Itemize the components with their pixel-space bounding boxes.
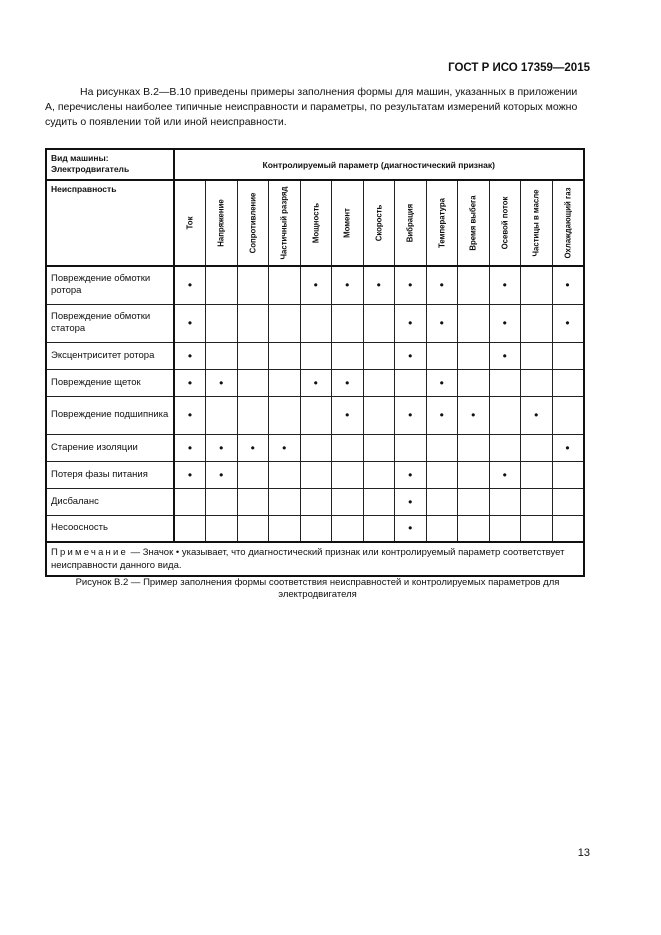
mark-cell [237, 488, 269, 515]
mark-bullet: • [313, 375, 318, 390]
parameter-header [458, 180, 490, 266]
mark-cell [395, 369, 427, 396]
mark-cell [363, 266, 395, 304]
mark-cell [237, 304, 269, 342]
fault-parameter-table [45, 148, 585, 577]
mark-cell [269, 304, 301, 342]
mark-bullet: • [219, 375, 224, 390]
figure-caption: Рисунок В.2 — Пример заполнения формы соответствия неисправностей и контролируемых параметров для электродвигателя [75, 577, 560, 600]
mark-bullet: • [187, 316, 193, 330]
parameter-header [395, 180, 427, 266]
mark-cell [206, 304, 238, 342]
mark-cell [363, 342, 395, 369]
mark-cell [489, 396, 521, 434]
fault-name: Несоосность [46, 515, 174, 542]
mark-cell [237, 434, 269, 461]
mark-cell [458, 396, 490, 434]
mark-cell [458, 304, 490, 342]
mark-cell [363, 304, 395, 342]
mark-cell [552, 304, 584, 342]
mark-cell [300, 396, 332, 434]
parameter-label: Вибрация [405, 203, 415, 243]
mark-cell [363, 369, 395, 396]
table-header-row-parameters [46, 180, 584, 266]
mark-cell [489, 488, 521, 515]
mark-cell [395, 396, 427, 434]
mark-bullet: • [345, 375, 350, 390]
mark-cell [332, 369, 364, 396]
mark-cell [332, 304, 364, 342]
mark-cell [552, 369, 584, 396]
mark-cell [332, 488, 364, 515]
mark-cell [395, 515, 427, 542]
parameter-header [521, 180, 553, 266]
mark-cell [174, 434, 206, 461]
mark-cell [300, 461, 332, 488]
mark-cell [174, 342, 206, 369]
mark-cell [489, 369, 521, 396]
mark-cell [552, 488, 584, 515]
table-note-row [46, 542, 584, 576]
parameter-header [300, 180, 332, 266]
parameter-label: Время выбега [468, 195, 478, 251]
parameter-label: Мощность [311, 202, 321, 244]
parameter-group-header: Контролируемый параметр (диагностический признак) [174, 149, 584, 180]
fault-name: Повреждение обмотки статора [46, 304, 174, 342]
mark-bullet: • [187, 467, 193, 482]
mark-cell [269, 434, 301, 461]
mark-cell [237, 342, 269, 369]
table-row [46, 434, 584, 461]
table-note [46, 542, 584, 576]
parameter-header [174, 180, 206, 266]
mark-cell [174, 461, 206, 488]
mark-cell [521, 304, 553, 342]
mark-cell [521, 488, 553, 515]
mark-bullet: • [313, 278, 318, 293]
parameter-label: Момент [342, 208, 352, 238]
mark-cell [395, 266, 427, 304]
mark-cell [395, 304, 427, 342]
mark-cell [332, 266, 364, 304]
parameter-header [206, 180, 238, 266]
intro-paragraph: На рисунках В.2—В.10 приведены примеры заполнения формы для машин, указанных в приложении А, перечислены наиболее типичные неисправности и параметры, по результатам измерений которых можно судить о появлении той или иной неисправности. [45, 86, 578, 128]
mark-bullet: • [187, 408, 193, 422]
mark-cell [300, 304, 332, 342]
mark-bullet: • [250, 440, 255, 455]
parameter-label: Частичный разряд [279, 186, 289, 260]
mark-cell [395, 342, 427, 369]
mark-cell [206, 515, 238, 542]
parameter-header [363, 180, 395, 266]
mark-bullet: • [408, 316, 413, 330]
mark-bullet: • [376, 278, 381, 293]
mark-bullet: • [439, 316, 444, 330]
mark-cell [332, 461, 364, 488]
mark-cell [300, 342, 332, 369]
parameter-header [269, 180, 301, 266]
mark-cell [174, 396, 206, 434]
parameter-label: Температура [437, 198, 447, 248]
machine-type-label: Вид машины: [51, 153, 109, 163]
mark-cell [395, 434, 427, 461]
parameter-label: Скорость [374, 204, 384, 242]
parameter-label: Частицы в масле [531, 189, 541, 257]
parameter-header [237, 180, 269, 266]
mark-bullet: • [502, 348, 507, 363]
parameter-header [489, 180, 521, 266]
table-row [46, 304, 584, 342]
mark-bullet: • [502, 316, 507, 330]
mark-cell [332, 434, 364, 461]
mark-bullet: • [502, 278, 507, 293]
mark-cell [206, 266, 238, 304]
parameter-header [552, 180, 584, 266]
mark-cell [458, 266, 490, 304]
mark-bullet: • [345, 408, 350, 422]
table-header-row-machine [46, 149, 584, 180]
mark-cell [552, 461, 584, 488]
mark-cell [521, 369, 553, 396]
mark-cell [426, 396, 458, 434]
mark-cell [489, 342, 521, 369]
mark-cell [395, 461, 427, 488]
mark-cell [489, 304, 521, 342]
mark-cell [426, 488, 458, 515]
table-row [46, 488, 584, 515]
parameter-label: Напряжение [216, 199, 226, 247]
mark-bullet: • [502, 467, 507, 482]
table-row [46, 396, 584, 434]
mark-cell [332, 396, 364, 434]
parameter-header [426, 180, 458, 266]
mark-cell [458, 488, 490, 515]
parameter-label: Охлаждающий газ [563, 187, 573, 259]
mark-cell [237, 461, 269, 488]
mark-cell [206, 488, 238, 515]
mark-cell [552, 266, 584, 304]
mark-cell [174, 304, 206, 342]
mark-bullet: • [408, 278, 413, 293]
mark-cell [426, 461, 458, 488]
parameter-header [332, 180, 364, 266]
mark-cell [458, 461, 490, 488]
mark-cell [363, 515, 395, 542]
mark-cell [269, 515, 301, 542]
mark-cell [458, 515, 490, 542]
mark-cell [426, 515, 458, 542]
machine-type-value: Электродвигатель [51, 164, 130, 174]
table-row [46, 342, 584, 369]
table-row [46, 369, 584, 396]
mark-cell [300, 515, 332, 542]
fault-name: Повреждение подшипника [46, 396, 174, 434]
mark-bullet: • [187, 375, 193, 390]
fault-name: Повреждение щеток [46, 369, 174, 396]
mark-cell [521, 396, 553, 434]
fault-name: Дисбаланс [46, 488, 174, 515]
mark-bullet: • [439, 375, 444, 390]
mark-bullet: • [408, 521, 413, 536]
mark-bullet: • [408, 348, 413, 363]
mark-cell [489, 515, 521, 542]
mark-cell [269, 396, 301, 434]
mark-bullet: • [534, 408, 539, 422]
mark-cell [363, 434, 395, 461]
mark-cell [426, 342, 458, 369]
page-number: 13 [577, 847, 590, 859]
mark-cell [237, 369, 269, 396]
parameter-label: Сопротивление [248, 192, 258, 254]
mark-cell [300, 434, 332, 461]
mark-cell [489, 266, 521, 304]
mark-cell [363, 488, 395, 515]
fault-name: Старение изоляции [46, 434, 174, 461]
mark-cell [269, 369, 301, 396]
mark-cell [206, 434, 238, 461]
note-text: — Значок • указывает, что диагностический признак или контролируемый параметр соответствует неисправности данного вида. [51, 547, 565, 571]
mark-cell [552, 434, 584, 461]
mark-cell [552, 515, 584, 542]
mark-cell [206, 342, 238, 369]
mark-cell [363, 396, 395, 434]
parameter-label: Ток [185, 216, 195, 230]
mark-bullet: • [219, 440, 224, 455]
mark-cell [489, 434, 521, 461]
mark-bullet: • [408, 408, 413, 422]
note-label: Примечание [51, 547, 128, 558]
mark-cell [426, 304, 458, 342]
mark-cell [552, 396, 584, 434]
parameter-label: Осевой поток [500, 196, 510, 250]
mark-cell [426, 434, 458, 461]
mark-bullet: • [565, 440, 570, 455]
mark-cell [300, 266, 332, 304]
mark-cell [269, 461, 301, 488]
mark-cell [174, 266, 206, 304]
fault-name: Эксцентриситет ротора [46, 342, 174, 369]
table-row [46, 461, 584, 488]
mark-cell [237, 396, 269, 434]
mark-cell [426, 369, 458, 396]
mark-bullet: • [408, 467, 413, 482]
fault-name: Потеря фазы питания [46, 461, 174, 488]
mark-cell [206, 396, 238, 434]
mark-cell [206, 461, 238, 488]
mark-cell [269, 488, 301, 515]
fault-name: Повреждение обмотки ротора [46, 266, 174, 304]
mark-bullet: • [565, 316, 570, 330]
mark-cell [206, 369, 238, 396]
mark-bullet: • [187, 348, 193, 363]
mark-bullet: • [439, 408, 444, 422]
mark-bullet: • [219, 467, 224, 482]
mark-cell [521, 434, 553, 461]
mark-cell [458, 434, 490, 461]
mark-bullet: • [408, 494, 413, 509]
document-standard-header: ГОСТ Р ИСО 17359—2015 [448, 62, 590, 74]
mark-bullet: • [439, 278, 444, 293]
mark-cell [332, 515, 364, 542]
mark-bullet: • [345, 278, 350, 293]
mark-cell [237, 266, 269, 304]
mark-cell [332, 342, 364, 369]
mark-cell [300, 369, 332, 396]
table-row [46, 266, 584, 304]
mark-cell [426, 266, 458, 304]
table-row [46, 515, 584, 542]
mark-cell [458, 369, 490, 396]
mark-bullet: • [282, 440, 287, 455]
mark-bullet: • [471, 408, 476, 422]
mark-cell [237, 515, 269, 542]
mark-cell [174, 488, 206, 515]
mark-bullet: • [187, 440, 193, 455]
mark-cell [552, 342, 584, 369]
machine-type-cell [46, 149, 174, 180]
mark-cell [174, 515, 206, 542]
mark-cell [395, 488, 427, 515]
mark-bullet: • [187, 278, 193, 293]
mark-cell [489, 461, 521, 488]
mark-cell [458, 342, 490, 369]
mark-cell [174, 369, 206, 396]
mark-cell [521, 342, 553, 369]
mark-cell [269, 266, 301, 304]
mark-cell [269, 342, 301, 369]
fault-column-header: Неисправность [46, 180, 174, 266]
mark-cell [363, 461, 395, 488]
mark-cell [521, 266, 553, 304]
mark-cell [300, 488, 332, 515]
mark-bullet: • [565, 278, 570, 293]
mark-cell [521, 515, 553, 542]
mark-cell [521, 461, 553, 488]
